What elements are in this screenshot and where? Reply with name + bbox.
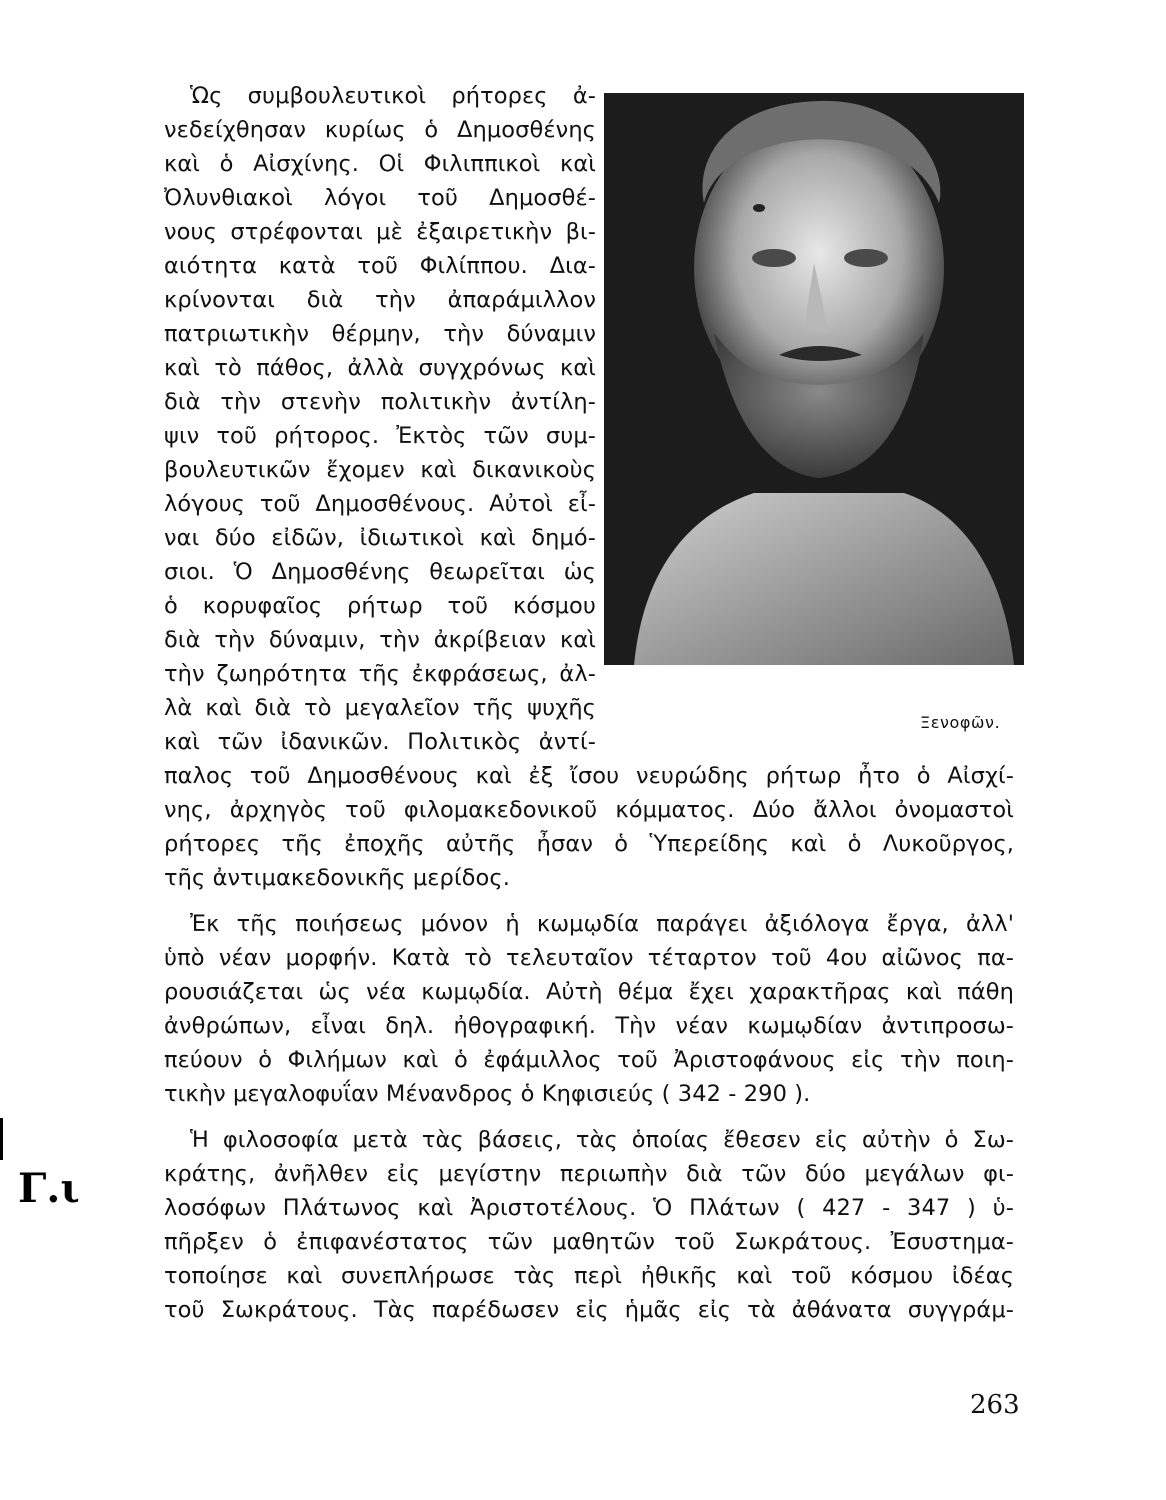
- paragraph-1-line-19: λὰ καὶ διὰ τὸ μεγαλεῖον τῆς ψυχῆς: [164, 695, 596, 721]
- paragraph-1-line-2: νεδείχθησαν κυρίως ὁ Δημοσθένης: [164, 117, 596, 143]
- paragraph-1-line-21: παλος τοῦ Δημοσθένους καὶ ἐξ ἴσου νευρώδης ρήτωρ ἦτο ὁ Αἰσχί-: [164, 763, 1014, 789]
- paragraph-3-line-1: Ἡ φιλοσοφία μετὰ τὰς βάσεις, τὰς ὁποίας ἔθεσεν εἰς αὐτὴν ὁ Σω-: [190, 1127, 1014, 1153]
- paragraph-1-line-15: σιοι. Ὁ Δημοσθένης θεωρεῖται ὡς: [164, 559, 596, 585]
- paragraph-1-line-5: νους στρέφονται μὲ ἐξαιρετικὴν βι-: [164, 219, 596, 245]
- paragraph-1-line-18: τὴν ζωηρότητα τῆς ἐκφράσεως, ἀλ-: [164, 661, 596, 687]
- paragraph-1-line-14: ναι δύο εἰδῶν, ἰδιωτικοὶ καὶ δημό-: [164, 525, 596, 551]
- paragraph-1-line-20: καὶ τῶν ἰδανικῶν. Πολιτικὸς ἀντί-: [164, 729, 596, 755]
- paragraph-1-line-3: καὶ ὁ Αἰσχίνης. Οἱ Φιλιππικοὶ καὶ: [164, 151, 596, 177]
- paragraph-1-line-16: ὁ κορυφαῖος ρήτωρ τοῦ κόσμου: [164, 593, 596, 619]
- margin-mark: Γ.ι: [18, 1165, 80, 1212]
- paragraph-2-line-4: ἀνθρώπων, εἶναι δηλ. ἠθογραφική. Τὴν νέαν κωμῳδίαν ἀντιπροσω-: [164, 1013, 1014, 1039]
- paragraph-2-line-5: πεύουν ὁ Φιλήμων καὶ ὁ ἐφάμιλλος τοῦ Ἀριστοφάνους εἰς τὴν ποιη-: [164, 1047, 1014, 1073]
- paragraph-2-line-3: ρουσιάζεται ὡς νέα κωμῳδία. Αὐτὴ θέμα ἔχει χαρακτῆρας καὶ πάθη: [164, 979, 1014, 1005]
- paragraph-2-line-1: Ἐκ τῆς ποιήσεως μόνον ἡ κωμῳδία παράγει ἀξιόλογα ἔργα, ἀλλ': [190, 911, 1014, 937]
- paragraph-1-line-11: ψιν τοῦ ρήτορος. Ἐκτὸς τῶν συμ-: [164, 423, 596, 449]
- paragraph-1-line-4: Ὀλυνθιακοὶ λόγοι τοῦ Δημοσθέ-: [164, 185, 596, 211]
- paragraph-3-line-4: πῆρξεν ὁ ἐπιφανέστατος τῶν μαθητῶν τοῦ Σωκράτους. Ἐσυστημα-: [164, 1229, 1014, 1255]
- paragraph-1-line-6: αιότητα κατὰ τοῦ Φιλίππου. Δια-: [164, 253, 596, 279]
- paragraph-3-line-6: τοῦ Σωκράτους. Τὰς παρέδωσεν εἰς ἡμᾶς εἰς τὰ ἀθάνατα συγγράμ-: [164, 1297, 1014, 1323]
- paragraph-3-line-3: λοσόφων Πλάτωνος καὶ Ἀριστοτέλους. Ὁ Πλάτων ( 427 - 347 ) ὑ-: [164, 1195, 1014, 1221]
- paragraph-1-line-12: βουλευτικῶν ἔχομεν καὶ δικανικοὺς: [164, 457, 596, 483]
- paragraph-1-line-7: κρίνονται διὰ τὴν ἀπαράμιλλον: [164, 287, 596, 313]
- paragraph-3-line-2: κράτης, ἀνῆλθεν εἰς μεγίστην περιωπὴν διὰ τῶν δύο μεγάλων φι-: [164, 1161, 1014, 1187]
- paragraph-1-line-8: πατριωτικὴν θέρμην, τὴν δύναμιν: [164, 321, 596, 347]
- paragraph-1-line-17: διὰ τὴν δύναμιν, τὴν ἀκρίβειαν καὶ: [164, 627, 596, 653]
- page-number: 263: [970, 1390, 1020, 1420]
- margin-tick: [0, 1118, 3, 1160]
- paragraph-3-line-5: τοποίησε καὶ συνεπλήρωσε τὰς περὶ ἠθικῆς καὶ τοῦ κόσμου ἰδέας: [164, 1263, 1014, 1289]
- paragraph-1-line-23: ρήτορες τῆς ἐποχῆς αὐτῆς ἦσαν ὁ Ὑπερείδης καὶ ὁ Λυκοῦργος,: [164, 831, 1014, 857]
- paragraph-2-line-6: τικὴν μεγαλοφυΐαν Μένανδρος ὁ Κηφισιεύς ( 342 - 290 ).: [164, 1081, 811, 1107]
- paragraph-1-line-13: λόγους τοῦ Δημοσθένους. Αὐτοὶ εἶ-: [164, 491, 596, 517]
- portrait-photo: [604, 93, 1024, 665]
- paragraph-1-line-9: καὶ τὸ πάθος, ἀλλὰ συγχρόνως καὶ: [164, 355, 596, 381]
- paragraph-1-line-24: τῆς ἀντιμακεδονικῆς μερίδος.: [164, 865, 510, 891]
- paragraph-1-line-1: Ὡς συμβουλευτικοὶ ρήτορες ἀ-: [190, 83, 596, 109]
- paragraph-1-line-10: διὰ τὴν στενὴν πολιτικὴν ἀντίλη-: [164, 389, 596, 415]
- paragraph-1-line-22: νης, ἀρχηγὸς τοῦ φιλομακεδονικοῦ κόμματος. Δύο ἄλλοι ὀνομαστοὶ: [164, 797, 1014, 823]
- paragraph-2-line-2: ὑπὸ νέαν μορφήν. Κατὰ τὸ τελευταῖον τέταρτον τοῦ 4ου αἰῶνος πα-: [164, 945, 1014, 971]
- portrait-caption: Ξενοφῶν.: [920, 713, 1001, 732]
